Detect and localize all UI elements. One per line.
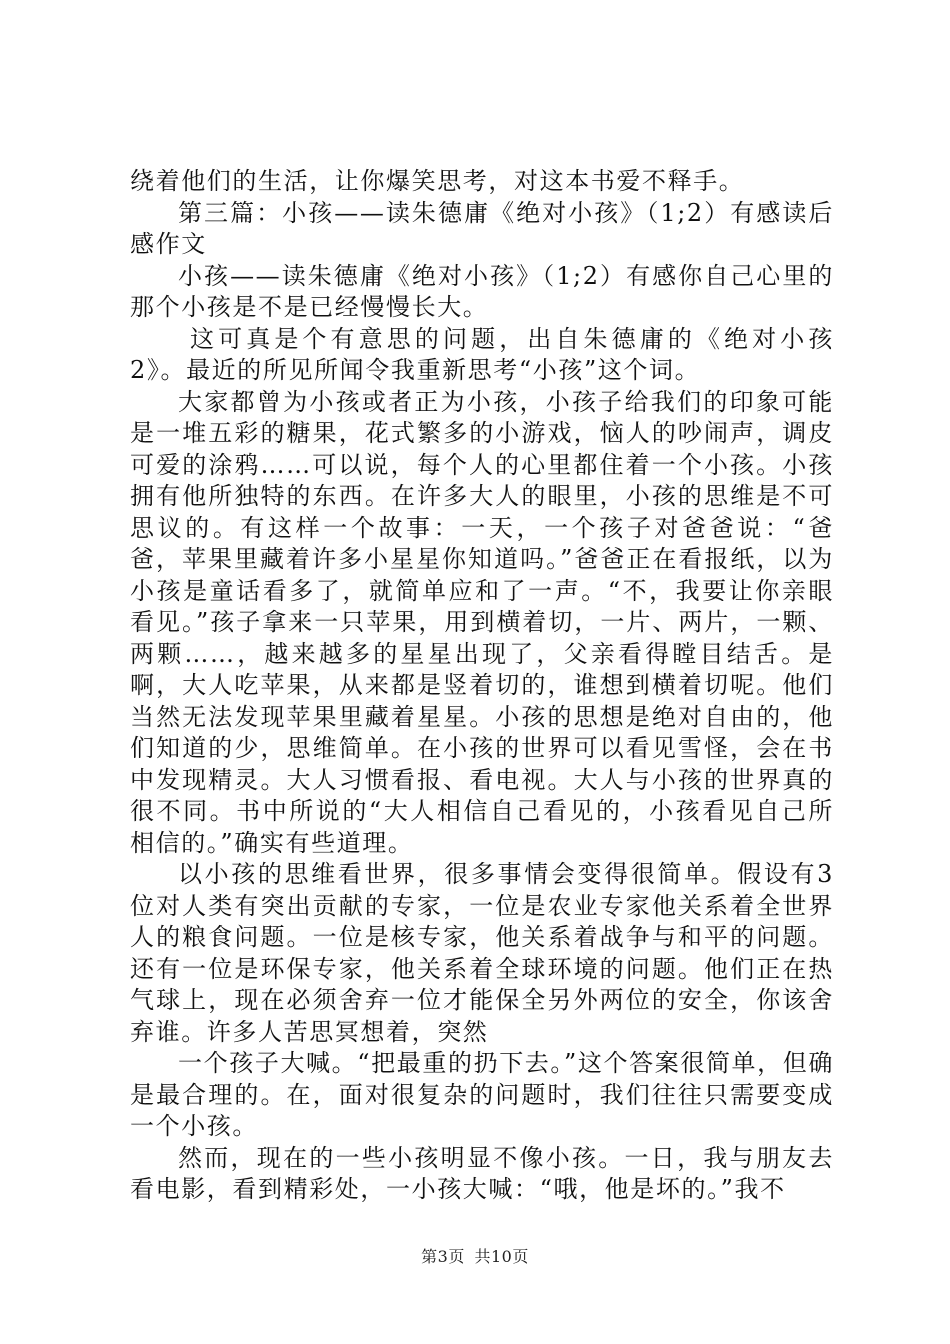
section-heading: 第三篇：小孩——读朱德庸《绝对小孩》（1;2）有感读后感作文 — [130, 198, 834, 258]
page-number: 第3页 — [421, 1247, 465, 1266]
paragraph: 然而，现在的一些小孩明显不像小孩。一日，我与朋友去看电影，看到精彩处，一小孩大喊：“哦，他是坏的。”我不 — [130, 1143, 834, 1203]
paragraph: 大家都曾为小孩或者正为小孩，小孩子给我们的印象可能是一堆五彩的糖果，花式繁多的小游戏，恼人的吵闹声，调皮可爱的涂鸦……可以说，每个人的心里都住着一个小孩。小孩拥有他所独特的东西。在许多大人的眼里，小孩的思维是不可思议的。有这样一个故事：一天，一个孩子对爸爸说：“爸爸，苹果里藏着许多小星星你知道吗。”爸爸正在看报纸，以为小孩是童话看多了，就简单应和了一声。“不，我要让你亲眼看见。”孩子拿来一只苹果，用到横着切，一片、两片，一颗、两颗……，越来越多的星星出现了，父亲看得瞠目结舌。是啊，大人吃苹果，从来都是竖着切的，谁想到横着切呢。他们当然无法发现苹果里藏着星星。小孩的思想是绝对自由的，他们知道的少，思维简单。在小孩的世界可以看见雪怪，会在书中发现精灵。大人习惯看报、看电视。大人与小孩的世界真的很不同。书中所说的“大人相信自己看见的，小孩看见自己所相信的。”确实有些道理。 — [130, 387, 834, 857]
paragraph: 一个孩子大喊。“把最重的扔下去。”这个答案很简单，但确是最合理的。在，面对很复杂的问题时，我们往往只需要变成一个小孩。 — [130, 1049, 834, 1140]
paragraph: 这可真是个有意思的问题，出自朱德庸的《绝对小孩2》。最近的所见所闻令我重新思考“小孩”这个词。 — [130, 324, 834, 384]
page-total: 共10页 — [474, 1247, 529, 1266]
paragraph-continuation: 绕着他们的生活，让你爆笑思考，对这本书爱不释手。 — [130, 167, 745, 195]
paragraph: 以小孩的思维看世界，很多事情会变得很简单。假设有3位对人类有突出贡献的专家，一位是农业专家他关系着全世界人的粮食问题。一位是核专家，他关系着战争与和平的问题。还有一位是环保专家，他关系着全球环境的问题。他们正在热气球上，现在必须舍弃一位才能保全另外两位的安全，你该舍弃谁。许多人苦思冥想着，突然 — [130, 860, 834, 1046]
paragraph: 小孩——读朱德庸《绝对小孩》（1;2）有感你自己心里的那个小孩是不是已经慢慢长大。 — [130, 261, 834, 321]
page-footer — [0, 1244, 950, 1267]
document-body — [130, 166, 834, 1206]
